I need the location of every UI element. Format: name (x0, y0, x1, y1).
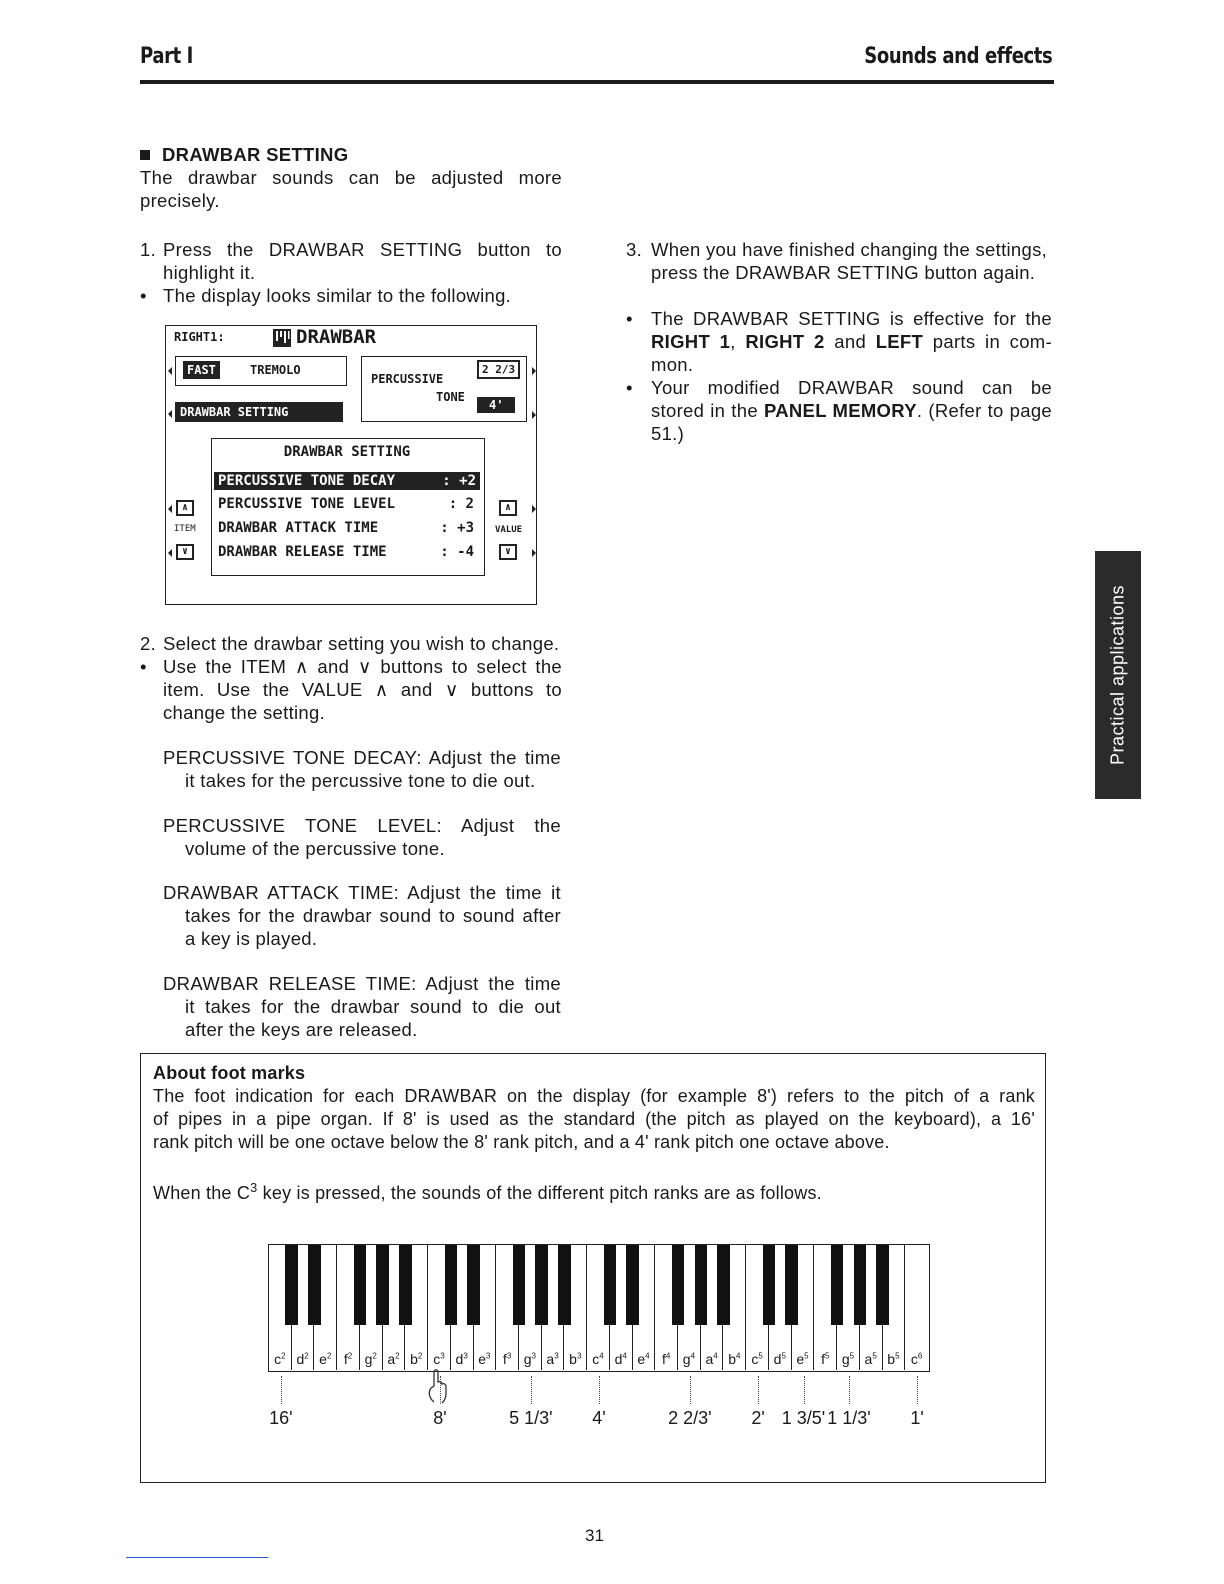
foot-mark-guide (849, 1376, 850, 1404)
foot-mark-guide (599, 1376, 600, 1404)
step-2-number: 2. (140, 633, 157, 654)
separator-text: , (730, 331, 746, 352)
step-3 (626, 238, 1052, 445)
about-line-4 (153, 1176, 1035, 1205)
key-label: $c^3$ (433, 1351, 445, 1367)
definition-line-2: it takes for the drawbar sound to die out (185, 996, 561, 1017)
key-label: $f^2$ (343, 1351, 353, 1367)
section-heading-text: DRAWBAR SETTING (162, 144, 349, 165)
key-label: $a^4$ (705, 1351, 718, 1367)
black-key (354, 1245, 366, 1325)
right-marker-icon (532, 505, 536, 513)
key-label: $b^5$ (887, 1351, 900, 1367)
step-2-line-1: Select the drawbar setting you wish to change. (163, 633, 560, 654)
foot-mark-guide (281, 1376, 282, 1404)
key-label: $f^4$ (661, 1351, 671, 1367)
definition-line-2: volume of the percussive tone. (185, 838, 445, 859)
part-label: Part I (140, 44, 193, 69)
drawbar-setting-button[interactable]: DRAWBAR SETTING (175, 402, 343, 422)
black-key (535, 1245, 547, 1325)
key-label: $b^2$ (410, 1351, 423, 1367)
percussive-label: PERCUSSIVE (371, 372, 444, 386)
keyboard-diagram (268, 1244, 930, 1372)
drawbar-icon (272, 328, 292, 348)
definition-line-2: it takes for the percussive tone to die out. (185, 770, 536, 791)
setting-row-name: DRAWBAR ATTACK TIME (218, 520, 379, 536)
definition (163, 881, 561, 950)
left-label: LEFT (875, 331, 924, 352)
about-text-a: When the C (153, 1183, 251, 1203)
step-1-line-2: highlight it. (163, 262, 256, 283)
key-label: $d^2$ (296, 1351, 309, 1367)
definition-line-1: DRAWBAR ATTACK TIME: Adjust the time it (163, 882, 561, 903)
left-marker-icon (168, 505, 172, 513)
step-3-number: 3. (626, 239, 643, 260)
black-key (513, 1245, 525, 1325)
fast-button[interactable]: FAST (183, 361, 220, 379)
foot-mark-guide (690, 1376, 691, 1404)
lcd-display (165, 325, 537, 605)
black-key (285, 1245, 297, 1325)
key-label: $b^3$ (569, 1351, 582, 1367)
about-text-block (153, 1062, 1035, 1205)
black-key (695, 1245, 707, 1325)
key-label: $g^5$ (841, 1351, 855, 1367)
setting-row-name: DRAWBAR RELEASE TIME (218, 544, 387, 560)
step-3-bullet-1-line-3: mon. (651, 354, 694, 375)
key-label: $g^3$ (523, 1351, 536, 1367)
black-key (376, 1245, 388, 1325)
left-marker-icon (168, 549, 172, 557)
key-label: $a^5$ (864, 1351, 877, 1367)
key-label: $g^4$ (682, 1351, 696, 1367)
black-key (604, 1245, 616, 1325)
step-3-bullet-2-line-2 (651, 399, 1052, 422)
definition (163, 814, 561, 860)
black-key (854, 1245, 866, 1325)
setting-row-value: : +2 (442, 473, 476, 489)
step-3-bullet-1-line-1: The DRAWBAR SETTING is effective for the (651, 308, 1052, 329)
right-marker-icon (532, 367, 536, 375)
black-key (717, 1245, 729, 1325)
bullet-icon: • (140, 285, 147, 306)
step-1-line-1: Press the DRAWBAR SETTING button to (163, 239, 562, 260)
key-label: $e^3$ (478, 1351, 491, 1367)
step-3-bullet-1-line-2 (651, 330, 1052, 353)
key-label: $c^2$ (274, 1351, 286, 1367)
step-3-line-1: When you have finished changing the settings, (651, 239, 1048, 260)
tremolo-label: TREMOLO (250, 363, 301, 377)
foot-mark-label: 5 1/3' (509, 1408, 553, 1428)
section-title: Sounds and effects (863, 44, 1052, 69)
step-2-bullet-line-3: change the setting. (163, 702, 326, 723)
setting-row-value: : +3 (440, 520, 474, 536)
step-3-bullet-2-line-3: 51.) (651, 423, 685, 444)
key-label: $b^4$ (728, 1351, 741, 1367)
parts-text: parts in com- (923, 331, 1052, 352)
black-key (763, 1245, 775, 1325)
black-key (399, 1245, 411, 1325)
key-label: $c^5$ (751, 1351, 763, 1367)
setting-row-value: : 2 (448, 496, 474, 512)
step-1-bullet: The display looks similar to the following. (163, 285, 512, 306)
definition-line-3: after the keys are released. (185, 1019, 418, 1040)
about-line-2: of pipes in a pipe organ. If 8' is used as the standard (the pitch as played on the keyboard), a 16' (153, 1109, 1035, 1129)
value-down-button[interactable]: ∨ (499, 544, 517, 560)
right2-label: RIGHT 2 (745, 331, 825, 352)
step-1 (140, 238, 562, 307)
foot-mark-label: 1 1/3' (827, 1408, 871, 1428)
right1-label: RIGHT 1 (651, 331, 731, 352)
tone-label: TONE (436, 390, 465, 404)
black-key (626, 1245, 638, 1325)
definition-line-2: takes for the drawbar sound to sound after (185, 905, 561, 926)
bullet-icon: • (140, 656, 147, 677)
step-3-line-2: press the DRAWBAR SETTING button again. (651, 262, 1036, 283)
key-label: $g^2$ (364, 1351, 377, 1367)
key-label: $c^6$ (910, 1351, 923, 1367)
black-key (831, 1245, 843, 1325)
foot-mark-label: 1' (910, 1408, 924, 1428)
key-label: $f^3$ (502, 1351, 512, 1367)
definition (163, 972, 561, 1041)
chapter-tab[interactable] (1095, 551, 1141, 799)
key-label: $e^4$ (637, 1351, 650, 1367)
header-rule (140, 80, 1054, 84)
key-label: $e^5$ (796, 1351, 809, 1367)
foot-mark-label: 2 2/3' (668, 1408, 712, 1428)
foot-mark-guide (917, 1376, 918, 1404)
foot-mark-label: 16' (269, 1408, 293, 1428)
value-up-button[interactable]: ∧ (499, 500, 517, 516)
setting-row[interactable] (218, 520, 474, 536)
right-marker-icon (532, 411, 536, 419)
key-label: $d^4$ (614, 1351, 627, 1367)
definition-line-3: a key is played. (185, 928, 318, 949)
definition-line-1: DRAWBAR RELEASE TIME: Adjust the time (163, 973, 561, 994)
panel-memory-label: PANEL MEMORY (763, 400, 917, 421)
setting-row-name: PERCUSSIVE TONE LEVEL (218, 496, 396, 512)
tone-value[interactable]: 4' (477, 397, 515, 413)
about-line-3: rank pitch will be one octave below the 8' rank pitch, and a 4' rank pitch one octave above. (153, 1132, 890, 1152)
refer-text: . (Refer to page (916, 400, 1053, 421)
intro-line-1: The drawbar sounds can be adjusted more (140, 167, 562, 188)
step-2 (140, 632, 562, 724)
about-heading: About foot marks (153, 1063, 306, 1083)
definition (163, 746, 561, 792)
black-key (785, 1245, 797, 1325)
key-label: $d^5$ (773, 1351, 786, 1367)
black-key (308, 1245, 320, 1325)
link-underline (126, 1557, 268, 1558)
black-key (672, 1245, 684, 1325)
setting-row[interactable] (218, 544, 474, 560)
foot-mark-label: 4' (592, 1408, 606, 1428)
black-key (467, 1245, 479, 1325)
and-text: and (824, 331, 876, 352)
section-heading (140, 143, 562, 166)
bullet-icon: • (626, 308, 633, 329)
page-number: 31 (585, 1526, 604, 1545)
item-label: ITEM (174, 524, 196, 534)
pointing-hand-icon (425, 1366, 451, 1406)
step-2-bullet-line-1: Use the ITEM ∧ and ∨ buttons to select the (163, 656, 562, 677)
definition-line-1: PERCUSSIVE TONE LEVEL: Adjust the (163, 815, 561, 836)
item-up-button[interactable]: ∧ (176, 500, 194, 516)
panel-title: DRAWBAR SETTING (283, 444, 411, 460)
item-down-button[interactable]: ∨ (176, 544, 194, 560)
foot-mark-guide (758, 1376, 759, 1404)
black-key (876, 1245, 888, 1325)
left-marker-icon (168, 367, 172, 375)
foot-mark-guide (531, 1376, 532, 1404)
setting-row-selected[interactable] (214, 472, 480, 490)
about-text-b: key is pressed, the sounds of the different pitch ranks are as follows. (257, 1183, 822, 1203)
foot-mark-guide (804, 1376, 805, 1404)
value-label: VALUE (495, 525, 523, 535)
step-1-number: 1. (140, 239, 157, 260)
right-marker-icon (532, 549, 536, 557)
key-label: $e^2$ (319, 1351, 332, 1367)
stored-text: stored in the (651, 400, 764, 421)
percussive-value[interactable]: 2 2/3 (477, 360, 520, 379)
section-heading-block (140, 143, 562, 212)
key-label: $a^2$ (387, 1351, 400, 1367)
foot-mark-label: 1 3/5' (781, 1408, 826, 1428)
chapter-tab-label: Practical applications (1107, 584, 1128, 766)
black-key (445, 1245, 457, 1325)
setting-row-name: PERCUSSIVE TONE DECAY (218, 473, 396, 489)
bullet-icon: • (626, 377, 633, 398)
about-line-1: The foot indication for each DRAWBAR on the display (for example 8') refers to the pitch of a rank (153, 1086, 1035, 1106)
foot-mark-label: 8' (433, 1408, 447, 1428)
setting-row[interactable] (218, 496, 474, 512)
black-key (558, 1245, 570, 1325)
left-marker-icon (168, 410, 172, 418)
key-label: $f^5$ (821, 1351, 830, 1367)
about-superscript: 3 (250, 1180, 258, 1195)
step-3-bullet-2-line-1: Your modified DRAWBAR sound can be (651, 377, 1052, 398)
setting-row-value: : -4 (440, 544, 474, 560)
square-bullet-icon (140, 150, 150, 160)
definition-line-1: PERCUSSIVE TONE DECAY: Adjust the time (163, 747, 561, 768)
key-label: $c^4$ (592, 1351, 604, 1367)
key-label: $d^3$ (455, 1351, 468, 1367)
step-2-bullet-line-2: item. Use the VALUE ∧ and ∨ buttons to (163, 679, 562, 700)
key-label: $a^3$ (546, 1351, 559, 1367)
foot-mark-label: 2' (751, 1408, 765, 1428)
lcd-part-label: RIGHT1: (174, 330, 225, 344)
lcd-title: DRAWBAR (296, 326, 377, 348)
white-key (905, 1245, 928, 1370)
intro-line-2: precisely. (140, 190, 220, 211)
